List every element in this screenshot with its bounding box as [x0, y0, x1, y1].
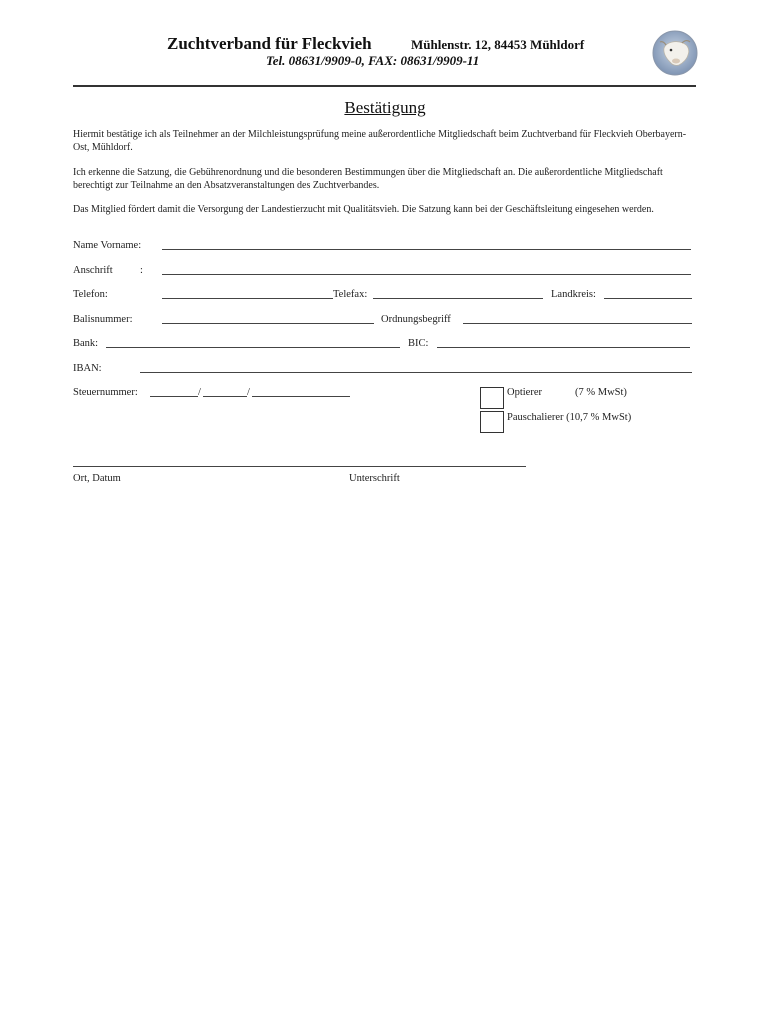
balisnummer-field[interactable] [162, 323, 374, 324]
steuernummer-separator: / [247, 387, 250, 398]
optierer-checkbox[interactable] [480, 387, 504, 409]
unterschrift-label: Unterschrift [349, 473, 400, 484]
telefax-label: Telefax: [333, 289, 368, 300]
steuernummer-separator: / [198, 387, 201, 398]
steuernummer-part3-field[interactable] [252, 396, 350, 397]
bank-field[interactable] [106, 347, 400, 348]
signature-line[interactable] [73, 466, 526, 467]
landkreis-label: Landkreis: [551, 289, 596, 300]
steuernummer-part1-field[interactable] [150, 396, 198, 397]
iban-label: IBAN: [73, 363, 102, 374]
name-field[interactable] [162, 249, 691, 250]
steuernummer-part2-field[interactable] [203, 396, 247, 397]
header-divider [73, 85, 696, 87]
ort-datum-label: Ort, Datum [73, 473, 121, 484]
paragraph-purpose: Das Mitglied fördert damit die Versorgung der Landestierzucht mit Qualitätsvieh. Die Satzung kann bei der Geschäftsleitung eingesehen werden. [73, 204, 654, 215]
paragraph-membership: Hiermit bestätige ich als Teilnehmer an der Milchleistungsprüfung meine außerordentliche Mitgliedschaft beim Zuchtverband für Fleckvieh Oberbayern-Ost, Mühldorf. [73, 129, 687, 153]
telefon-label: Telefon: [73, 289, 108, 300]
organization-contact: Tel. 08631/9909-0, FAX: 08631/9909-11 [266, 53, 480, 68]
telefax-field[interactable] [373, 298, 543, 299]
optierer-label: Optierer [507, 387, 542, 398]
anschrift-label: Anschrift [73, 265, 113, 276]
ordnungsbegriff-label: Ordnungsbegriff [381, 314, 451, 325]
ordnungsbegriff-field[interactable] [463, 323, 692, 324]
iban-field[interactable] [140, 372, 692, 373]
pauschalierer-checkbox[interactable] [480, 411, 504, 433]
balisnummer-label: Balisnummer: [73, 314, 133, 325]
anschrift-colon: : [140, 265, 143, 276]
paragraph-statutes: Ich erkenne die Satzung, die Gebührenordnung und die besonderen Bestimmungen über die Mitgliedschaft an. Die außerordentliche Mitgliedschaft berechtigt zur Teilnahme an den Absatzveranstaltungen des Zuchtverbandes. [73, 167, 663, 191]
bank-label: Bank: [73, 338, 99, 349]
steuernummer-label: Steuernummer: [73, 387, 138, 398]
landkreis-field[interactable] [604, 298, 692, 299]
optierer-rate: (7 % MwSt) [575, 387, 627, 398]
telefon-field[interactable] [162, 298, 333, 299]
cow-head-logo-icon [652, 30, 698, 76]
anschrift-field[interactable] [162, 274, 691, 275]
name-label: Name Vorname: [73, 240, 142, 251]
document-title: Bestätigung [344, 98, 426, 117]
bic-label: BIC: [408, 338, 429, 349]
organization-address: Mühlenstr. 12, 84453 Mühldorf [411, 37, 585, 52]
pauschalierer-label: Pauschalierer (10,7 % MwSt) [507, 412, 632, 423]
bic-field[interactable] [437, 347, 690, 348]
organization-name: Zuchtverband für Fleckvieh [167, 34, 372, 53]
